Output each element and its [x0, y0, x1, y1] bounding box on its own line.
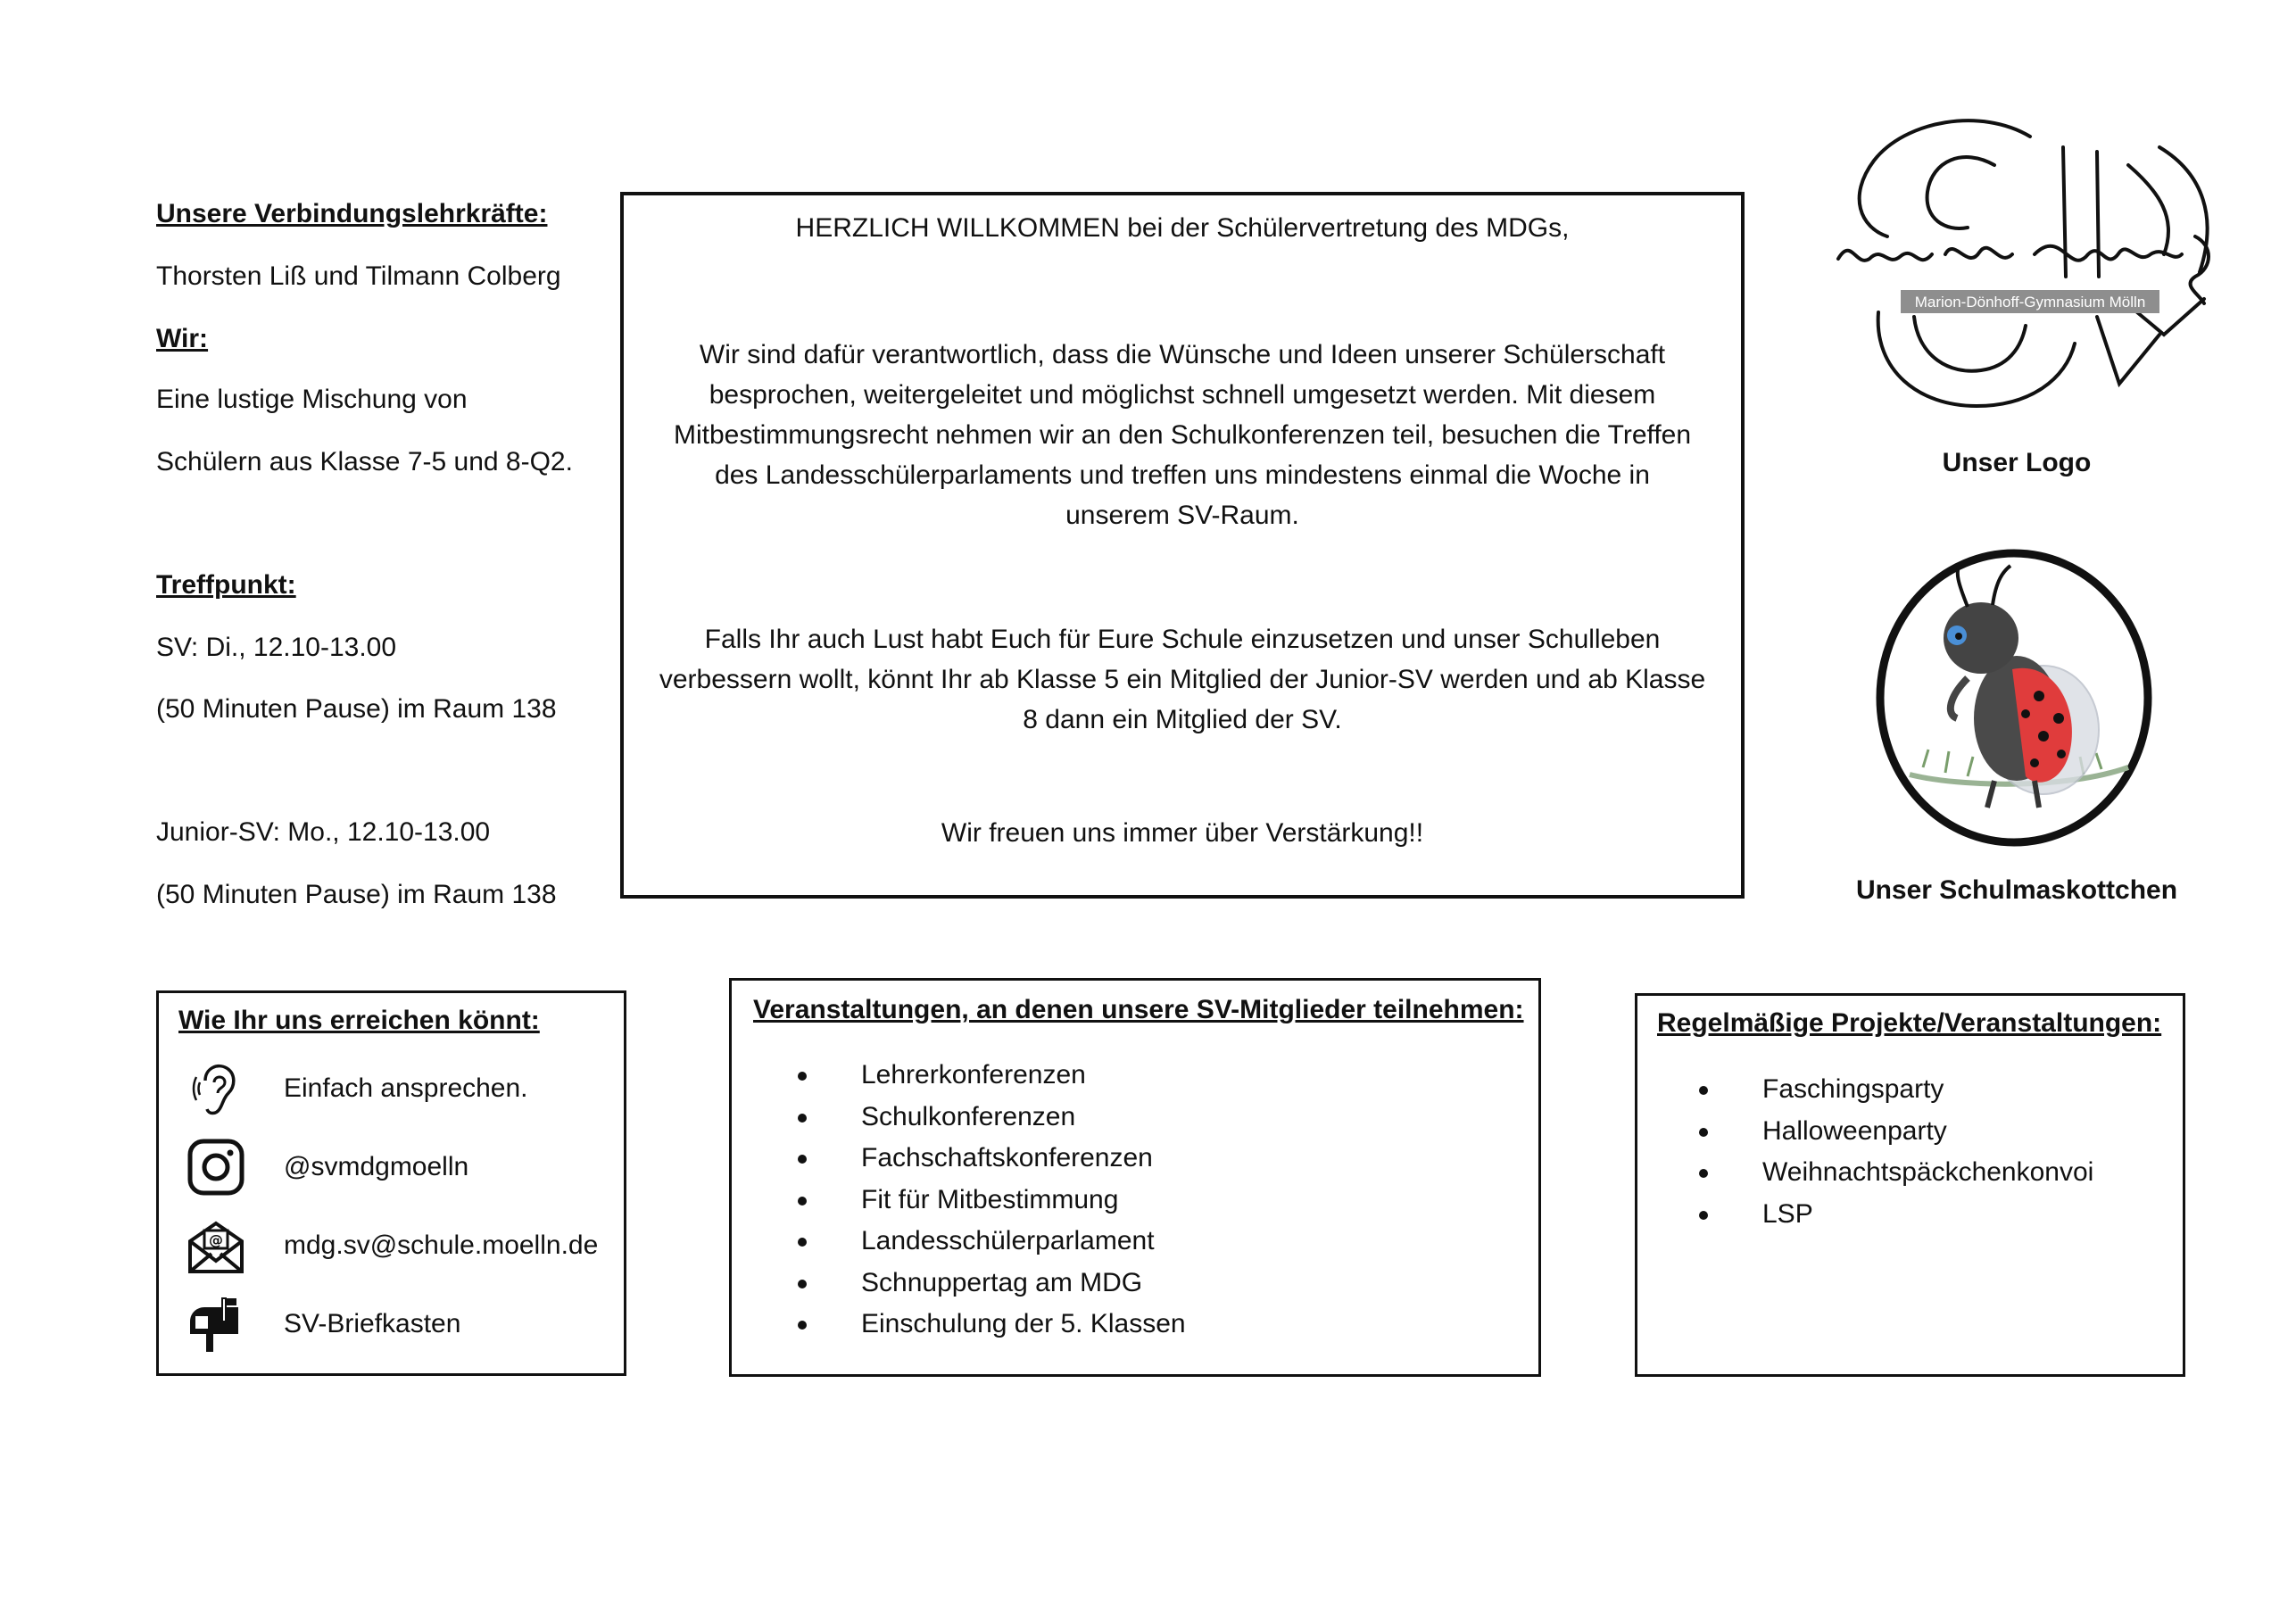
- wir-line-1: Eine lustige Mischung von: [156, 385, 468, 414]
- wir-heading: Wir:: [156, 324, 209, 353]
- contact-item-instagram[interactable]: [184, 1136, 468, 1198]
- teachers-names: Thorsten Liß und Tilmann Colberg: [156, 261, 561, 291]
- para2-line: Falls Ihr auch Lust habt Euch für Eure Schule einzusetzen und unser Schulleben: [704, 625, 1661, 654]
- projects-title: Regelmäßige Projekte/Veranstaltungen:: [1657, 1008, 2162, 1038]
- sv-meeting-time: SV: Di., 12.10-13.00: [156, 633, 397, 662]
- junior-meeting-time: Junior-SV: Mo., 12.10-13.00: [156, 817, 491, 847]
- contact-box: [156, 990, 626, 1376]
- para1-line: unserem SV-Raum.: [1065, 501, 1299, 530]
- contact-item-mailbox: [184, 1293, 460, 1355]
- contact-title: Wie Ihr uns erreichen könnt:: [178, 1006, 540, 1035]
- left-info-column: [156, 0, 620, 937]
- projects-list: [1687, 1069, 2093, 1235]
- events-list: [785, 1055, 1186, 1346]
- wir-line-2: Schülern aus Klasse 7-5 und 8-Q2.: [156, 447, 573, 476]
- mailbox-icon: [184, 1293, 248, 1355]
- para1-line: Mitbestimmungsrecht nehmen wir an den Schulkonferenzen teil, besuchen die Treffen: [673, 420, 1692, 450]
- para2-line: verbessern wollt, könnt Ihr ab Klasse 5 ein Mitglied der Junior-SV werden und ab Klasse: [659, 665, 1706, 694]
- list-item: Schnuppertag am MDG: [785, 1263, 1186, 1305]
- para1-line: des Landesschülerparlaments und treffen uns mindestens einmal die Woche in: [715, 460, 1650, 490]
- list-item: Halloweenparty: [1687, 1111, 2093, 1153]
- mailbox-text: SV-Briefkasten: [284, 1309, 461, 1338]
- para2-line: 8 dann ein Mitglied der SV.: [1023, 705, 1342, 734]
- junior-meeting-room: (50 Minuten Pause) im Raum 138: [156, 880, 557, 909]
- welcome-paragraph-2: [642, 619, 1723, 740]
- logo-banner-text: Marion-Dönhoff-Gymnasium Mölln: [1914, 294, 2146, 311]
- school-logo: [1820, 112, 2231, 442]
- welcome-greeting: HERZLICH WILLKOMMEN bei der Schülervertretung des MDGs,: [795, 213, 1570, 243]
- instagram-icon[interactable]: [184, 1136, 248, 1198]
- email-envelope-icon[interactable]: [184, 1214, 248, 1277]
- list-item: Lehrerkonferenzen: [785, 1055, 1186, 1097]
- welcome-box: [620, 192, 1745, 899]
- list-item: Landesschülerparlament: [785, 1221, 1186, 1263]
- mascot-image: [1861, 535, 2173, 857]
- sv-meeting-room: (50 Minuten Pause) im Raum 138: [156, 694, 557, 724]
- contact-speak-text: Einfach ansprechen.: [284, 1073, 528, 1103]
- ladybug-mascot-drawing: [1861, 535, 2173, 857]
- events-title: Veranstaltungen, an denen unsere SV-Mitglieder teilnehmen:: [753, 995, 1524, 1024]
- list-item: Fachschaftskonferenzen: [785, 1138, 1186, 1180]
- welcome-closing: Wir freuen uns immer über Verstärkung!!: [941, 818, 1424, 848]
- svg-text:@: @: [209, 1231, 223, 1248]
- list-item: Faschingsparty: [1687, 1069, 2093, 1111]
- events-box: [729, 978, 1541, 1377]
- instagram-handle[interactable]: @svmdgmoelln: [284, 1152, 469, 1181]
- list-item: Weihnachtspäckchenkonvoi: [1687, 1152, 2093, 1194]
- para1-line: besprochen, weitergeleitet und möglichst schnell umgesetzt werden. Mit diesem: [709, 380, 1656, 410]
- ear-icon: [184, 1057, 248, 1120]
- list-item: Fit für Mitbestimmung: [785, 1180, 1186, 1222]
- contact-item-speak: [184, 1057, 528, 1120]
- list-item: Einschulung der 5. Klassen: [785, 1304, 1186, 1346]
- email-address[interactable]: mdg.sv@schule.moelln.de: [284, 1230, 599, 1260]
- logo-caption: Unser Logo: [1942, 448, 2092, 477]
- para1-line: Wir sind dafür verantwortlich, dass die Wünsche und Ideen unserer Schülerschaft: [699, 340, 1666, 369]
- contact-item-email[interactable]: [184, 1214, 598, 1277]
- projects-box: [1635, 993, 2185, 1377]
- list-item: Schulkonferenzen: [785, 1097, 1186, 1139]
- meeting-heading: Treffpunkt:: [156, 570, 296, 600]
- welcome-paragraph-1: [642, 335, 1723, 535]
- list-item: LSP: [1687, 1194, 2093, 1236]
- logo-drawing: [1820, 112, 2231, 442]
- teachers-heading: Unsere Verbindungslehrkräfte:: [156, 199, 548, 228]
- mascot-caption: Unser Schulmaskottchen: [1855, 875, 2178, 905]
